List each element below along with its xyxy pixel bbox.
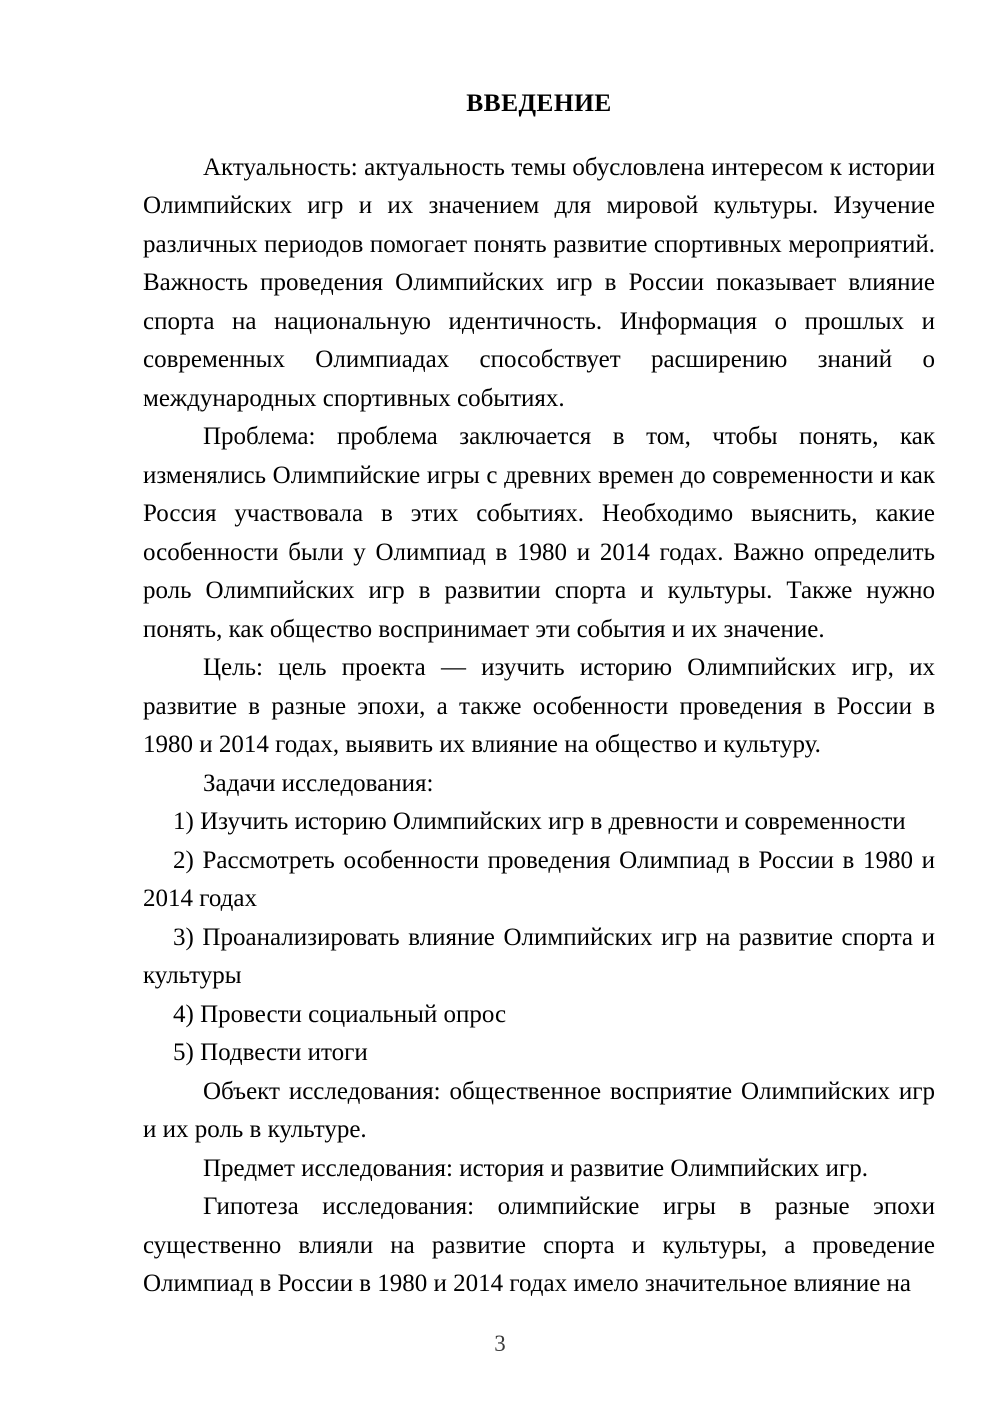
paragraph-goal: Цель: цель проекта — изучить историю Олимпийских игр, их развитие в разные эпохи, а также особенности проведения в России в 1980 и 2014 годах, выявить их влияние на общество и культуру. xyxy=(143,654,935,759)
page-number: 3 xyxy=(494,1331,506,1356)
list-item: 2) Рассмотреть особенности проведения Олимпиад в России в 1980 и 2014 годах xyxy=(143,846,935,913)
list-item: 1) Изучить историю Олимпийских игр в древности и современности xyxy=(173,808,906,836)
paragraph-problem: Проблема: проблема заключается в том, чтобы понять, как изменялись Олимпийские игры с древних времен до современности и как Россия участвовала в этих событиях. Необходимо выяснить, какие особенности были у Олимпиад в 1980 и 2014 годах. Важно определить роль Олимпийских игр в развитии спорта и культуры. Также нужно понять, как общество воспринимает эти события и их значение. xyxy=(143,423,935,643)
tasks-heading: Задачи исследования: xyxy=(203,769,434,797)
list-item: 5) Подвести итоги xyxy=(173,1039,368,1067)
page-title: ВВЕДЕНИЕ xyxy=(466,88,612,117)
paragraph-hypothesis: Гипотеза исследования: олимпийские игры в разные эпохи существенно влияли на развитие спорта и культуры, а проведение Олимпиад в России в 1980 и 2014 годах имело значительное влияние на xyxy=(143,1193,935,1298)
list-item: 4) Провести социальный опрос xyxy=(173,1000,507,1028)
document-body xyxy=(143,88,935,1304)
paragraph-relevance: Актуальность: актуальность темы обусловлена интересом к истории Олимпийских игр и их значением для мировой культуры. Изучение различных периодов помогает понять развитие спортивных мероприятий. Важность проведения Олимпийских игр в России показывает влияние спорта на национальную идентичность. Информация о прошлых и современных Олимпиадах способствует расширению знаний о международных спортивных событиях. xyxy=(143,153,935,412)
paragraph-object: Объект исследования: общественное восприятие Олимпийских игр и их роль в культуре. xyxy=(143,1077,935,1144)
list-item: 3) Проанализировать влияние Олимпийских игр на развитие спорта и культуры xyxy=(143,923,935,990)
paragraph-subject: Предмет исследования: история и развитие Олимпийских игр. xyxy=(203,1154,868,1182)
